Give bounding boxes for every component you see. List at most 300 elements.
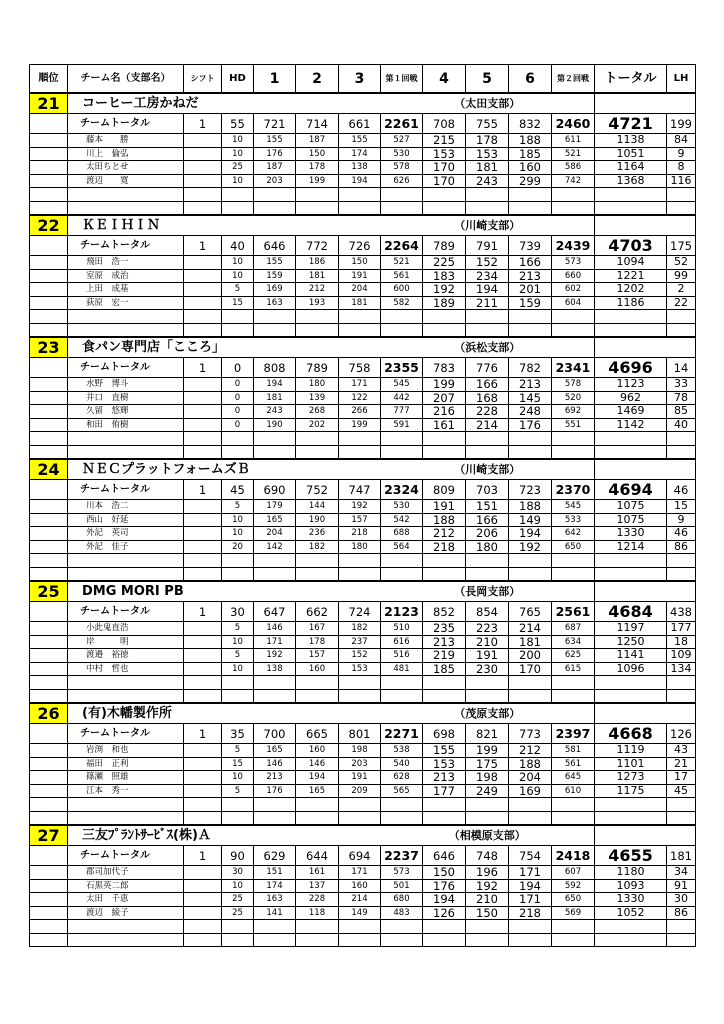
lh-value: 199 <box>667 114 696 134</box>
round-2-subtotal: 569 <box>552 906 595 920</box>
blank-cell <box>595 188 667 202</box>
round-2-subtotal: 2370 <box>552 480 595 500</box>
blank-cell <box>68 201 184 215</box>
blank-cell <box>254 432 296 446</box>
game-1-score: 138 <box>254 662 296 676</box>
blank-cell <box>30 554 68 568</box>
round-1-subtotal: 2261 <box>381 114 423 134</box>
blank-cell <box>381 310 423 324</box>
branch-name: （浜松支部） <box>381 337 595 358</box>
blank-cell <box>667 798 696 812</box>
game-5-score: 194 <box>466 283 509 297</box>
game-6-score: 171 <box>509 866 552 880</box>
blank-cell <box>552 445 595 459</box>
game-4-score: 212 <box>423 527 466 541</box>
game-6-score: 192 <box>509 540 552 554</box>
game-4-score: 185 <box>423 662 466 676</box>
game-3-score: 122 <box>339 391 381 405</box>
lh-value: 17 <box>667 771 696 785</box>
blank-cell <box>222 689 254 703</box>
shift-value <box>184 513 222 527</box>
blank-cell <box>30 432 68 446</box>
lh-value: 116 <box>667 174 696 188</box>
blank-row <box>30 445 696 459</box>
blank-cell <box>595 201 667 215</box>
blank-cell <box>381 676 423 690</box>
game-3-score: 203 <box>339 757 381 771</box>
game-1-score: 141 <box>254 906 296 920</box>
blank-cell <box>667 933 696 947</box>
game-4-score: 215 <box>423 134 466 148</box>
rank-spacer <box>30 134 68 148</box>
team-title-row <box>30 703 696 724</box>
game-5-score: 196 <box>466 866 509 880</box>
round-2-subtotal: 581 <box>552 744 595 758</box>
blank-cell <box>222 567 254 581</box>
rank-spacer <box>30 893 68 907</box>
blank-cell <box>68 310 184 324</box>
blank-cell <box>595 920 667 934</box>
game-2-score: 228 <box>296 893 339 907</box>
lh-value: 85 <box>667 405 696 419</box>
hd-value: 0 <box>222 391 254 405</box>
game-3-score: 174 <box>339 147 381 161</box>
round-1-subtotal: 777 <box>381 405 423 419</box>
rank-spacer <box>30 269 68 283</box>
blank-row <box>30 432 696 446</box>
header-round-2: 第２回戦 <box>552 65 595 94</box>
member-row <box>30 405 696 419</box>
member-row <box>30 866 696 880</box>
game-2-score: 146 <box>296 757 339 771</box>
member-total: 1202 <box>595 283 667 297</box>
blank-cell <box>68 432 184 446</box>
game-1-score: 179 <box>254 500 296 514</box>
member-row <box>30 283 696 297</box>
shift-value <box>184 906 222 920</box>
game-5-score: 180 <box>466 540 509 554</box>
header-rank: 順位 <box>30 65 68 94</box>
blank-cell <box>509 554 552 568</box>
blank-cell <box>222 201 254 215</box>
shift-value <box>184 147 222 161</box>
game-2-score: 160 <box>296 744 339 758</box>
branch-name: （川崎支部） <box>381 215 595 236</box>
round-1-subtotal: 2123 <box>381 602 423 622</box>
game-2-score: 202 <box>296 418 339 432</box>
shift-value <box>184 283 222 297</box>
game-1-score: 146 <box>254 622 296 636</box>
member-name: 上田 成基 <box>68 283 184 297</box>
blank-cell <box>509 432 552 446</box>
lh-value: 99 <box>667 269 696 283</box>
game-4-score: 698 <box>423 724 466 744</box>
shift-value <box>184 527 222 541</box>
shift-value: 1 <box>184 480 222 500</box>
member-name: 川上 倫弘 <box>68 147 184 161</box>
member-row <box>30 513 696 527</box>
blank-cell <box>667 689 696 703</box>
round-1-subtotal: 573 <box>381 866 423 880</box>
lh-value: 78 <box>667 391 696 405</box>
blank-row <box>30 798 696 812</box>
blank-cell <box>595 323 667 337</box>
hd-value: 30 <box>222 602 254 622</box>
member-name: 太田 千恵 <box>68 893 184 907</box>
standings-table <box>29 64 696 947</box>
member-name: 飛田 浩一 <box>68 256 184 270</box>
game-5-score: 198 <box>466 771 509 785</box>
game-4-score: 161 <box>423 418 466 432</box>
rank-spacer <box>30 540 68 554</box>
rank-spacer <box>30 846 68 866</box>
rank-spacer <box>30 161 68 175</box>
blank-row <box>30 920 696 934</box>
game-1-score: 213 <box>254 771 296 785</box>
empty-cell <box>595 93 696 114</box>
blank-cell <box>423 798 466 812</box>
blank-cell <box>68 920 184 934</box>
empty-cell <box>595 581 696 602</box>
blank-cell <box>339 201 381 215</box>
member-row <box>30 649 696 663</box>
blank-cell <box>339 933 381 947</box>
game-6-score: 188 <box>509 134 552 148</box>
branch-name: （相模原支部） <box>381 825 595 846</box>
shift-value <box>184 500 222 514</box>
round-2-subtotal: 742 <box>552 174 595 188</box>
game-6-score: 218 <box>509 906 552 920</box>
game-5-score: 191 <box>466 649 509 663</box>
member-name: 室原 成治 <box>68 269 184 283</box>
blank-cell <box>222 811 254 825</box>
blank-cell <box>296 689 339 703</box>
lh-value: 2 <box>667 283 696 297</box>
blank-cell <box>184 798 222 812</box>
blank-cell <box>339 188 381 202</box>
grand-total: 4721 <box>595 114 667 134</box>
hd-value: 0 <box>222 378 254 392</box>
game-2-score: 190 <box>296 513 339 527</box>
lh-value: 9 <box>667 513 696 527</box>
blank-cell <box>667 188 696 202</box>
blank-cell <box>296 188 339 202</box>
game-2-score: 160 <box>296 662 339 676</box>
lh-value: 438 <box>667 602 696 622</box>
header-total: トータル <box>595 65 667 94</box>
game-6-score: 213 <box>509 269 552 283</box>
blank-cell <box>68 445 184 459</box>
blank-cell <box>296 920 339 934</box>
member-total: 1096 <box>595 662 667 676</box>
blank-cell <box>423 567 466 581</box>
rank-spacer <box>30 744 68 758</box>
blank-row <box>30 201 696 215</box>
game-6-score: 213 <box>509 378 552 392</box>
game-3-score: 199 <box>339 418 381 432</box>
game-1-score: 171 <box>254 635 296 649</box>
blank-cell <box>68 676 184 690</box>
blank-cell <box>339 432 381 446</box>
round-1-subtotal: 516 <box>381 649 423 663</box>
blank-cell <box>222 310 254 324</box>
shift-value <box>184 757 222 771</box>
rank-spacer <box>30 602 68 622</box>
member-name: 篠瀬 照雄 <box>68 771 184 785</box>
blank-cell <box>339 323 381 337</box>
game-4-score: 191 <box>423 500 466 514</box>
game-3-score: 726 <box>339 236 381 256</box>
blank-cell <box>552 920 595 934</box>
game-2-score: 157 <box>296 649 339 663</box>
round-1-subtotal: 2355 <box>381 358 423 378</box>
round-2-subtotal: 645 <box>552 771 595 785</box>
blank-cell <box>222 554 254 568</box>
member-total: 1094 <box>595 256 667 270</box>
game-2-score: 180 <box>296 378 339 392</box>
header-team: チーム名（支部名） <box>68 65 184 94</box>
shift-value <box>184 893 222 907</box>
empty-cell <box>595 215 696 236</box>
game-2-score: 752 <box>296 480 339 500</box>
blank-cell <box>667 432 696 446</box>
game-1-score: 146 <box>254 757 296 771</box>
blank-cell <box>381 567 423 581</box>
blank-cell <box>254 798 296 812</box>
lh-value: 86 <box>667 540 696 554</box>
blank-cell <box>381 554 423 568</box>
round-2-subtotal: 607 <box>552 866 595 880</box>
empty-cell <box>595 703 696 724</box>
game-1-score: 190 <box>254 418 296 432</box>
lh-value: 18 <box>667 635 696 649</box>
member-row <box>30 784 696 798</box>
game-6-score: 171 <box>509 893 552 907</box>
blank-cell <box>509 798 552 812</box>
game-6-score: 188 <box>509 757 552 771</box>
game-2-score: 193 <box>296 296 339 310</box>
lh-value: 46 <box>667 527 696 541</box>
rank-spacer <box>30 527 68 541</box>
game-6-score: 782 <box>509 358 552 378</box>
member-total: 1469 <box>595 405 667 419</box>
game-4-score: 852 <box>423 602 466 622</box>
game-4-score: 192 <box>423 283 466 297</box>
blank-cell <box>381 201 423 215</box>
rank-spacer <box>30 649 68 663</box>
rank-spacer <box>30 784 68 798</box>
game-3-score: 171 <box>339 866 381 880</box>
game-6-score: 181 <box>509 635 552 649</box>
game-4-score: 183 <box>423 269 466 283</box>
shift-value <box>184 134 222 148</box>
blank-cell <box>466 432 509 446</box>
blank-cell <box>466 310 509 324</box>
game-1-score: 174 <box>254 879 296 893</box>
member-total: 1250 <box>595 635 667 649</box>
member-row <box>30 161 696 175</box>
game-2-score: 236 <box>296 527 339 541</box>
game-3-score: 758 <box>339 358 381 378</box>
rank-spacer <box>30 513 68 527</box>
game-6-score: 765 <box>509 602 552 622</box>
lh-value: 15 <box>667 500 696 514</box>
game-4-score: 783 <box>423 358 466 378</box>
round-1-subtotal: 688 <box>381 527 423 541</box>
hd-value: 10 <box>222 635 254 649</box>
game-3-score: 150 <box>339 256 381 270</box>
blank-cell <box>68 554 184 568</box>
member-name: 藤本 勝 <box>68 134 184 148</box>
game-3-score: 694 <box>339 846 381 866</box>
hd-value: 30 <box>222 866 254 880</box>
blank-cell <box>466 676 509 690</box>
blank-cell <box>466 445 509 459</box>
team-total-row <box>30 724 696 744</box>
member-name: 太田ちとせ <box>68 161 184 175</box>
blank-cell <box>184 689 222 703</box>
game-5-score: 178 <box>466 134 509 148</box>
game-6-score: 166 <box>509 256 552 270</box>
blank-cell <box>254 201 296 215</box>
hd-value: 10 <box>222 174 254 188</box>
game-5-score: 249 <box>466 784 509 798</box>
blank-cell <box>381 920 423 934</box>
round-1-subtotal: 626 <box>381 174 423 188</box>
member-name: 渡邉 裕徳 <box>68 649 184 663</box>
blank-cell <box>552 811 595 825</box>
blank-row <box>30 554 696 568</box>
blank-cell <box>222 920 254 934</box>
game-2-score: 186 <box>296 256 339 270</box>
game-2-score: 212 <box>296 283 339 297</box>
game-6-score: 185 <box>509 147 552 161</box>
member-name: 川本 浩二 <box>68 500 184 514</box>
hd-value: 5 <box>222 784 254 798</box>
round-1-subtotal: 582 <box>381 296 423 310</box>
member-name: 岩渕 和也 <box>68 744 184 758</box>
blank-cell <box>30 811 68 825</box>
game-1-score: 690 <box>254 480 296 500</box>
header-game-4: 4 <box>423 65 466 94</box>
blank-cell <box>30 445 68 459</box>
team-total-label: チームトータル <box>68 480 184 500</box>
game-1-score: 176 <box>254 147 296 161</box>
member-total: 1221 <box>595 269 667 283</box>
game-2-score: 165 <box>296 784 339 798</box>
blank-cell <box>381 811 423 825</box>
shift-value <box>184 418 222 432</box>
game-2-score: 150 <box>296 147 339 161</box>
blank-row <box>30 676 696 690</box>
header-game-3: 3 <box>339 65 381 94</box>
game-3-score: 192 <box>339 500 381 514</box>
shift-value: 1 <box>184 846 222 866</box>
rank-badge: 22 <box>30 215 68 236</box>
team-title-row <box>30 459 696 480</box>
rank-spacer <box>30 757 68 771</box>
team-total-row <box>30 602 696 622</box>
blank-cell <box>423 554 466 568</box>
game-5-score: 168 <box>466 391 509 405</box>
game-6-score: 248 <box>509 405 552 419</box>
game-1-score: 165 <box>254 744 296 758</box>
blank-cell <box>552 567 595 581</box>
blank-cell <box>509 323 552 337</box>
team-total-label: チームトータル <box>68 602 184 622</box>
rank-spacer <box>30 635 68 649</box>
blank-cell <box>222 188 254 202</box>
blank-cell <box>222 445 254 459</box>
rank-badge: 24 <box>30 459 68 480</box>
blank-cell <box>423 323 466 337</box>
blank-cell <box>381 188 423 202</box>
branch-name: （茂原支部） <box>381 703 595 724</box>
blank-cell <box>509 567 552 581</box>
game-3-score: 724 <box>339 602 381 622</box>
blank-cell <box>339 798 381 812</box>
shift-value <box>184 662 222 676</box>
lh-value: 22 <box>667 296 696 310</box>
lh-value: 8 <box>667 161 696 175</box>
game-4-score: 213 <box>423 771 466 785</box>
game-4-score: 219 <box>423 649 466 663</box>
blank-cell <box>68 933 184 947</box>
round-1-subtotal: 545 <box>381 378 423 392</box>
game-3-score: 661 <box>339 114 381 134</box>
blank-cell <box>296 798 339 812</box>
standings-sheet <box>29 64 695 947</box>
game-2-score: 181 <box>296 269 339 283</box>
lh-value: 43 <box>667 744 696 758</box>
game-5-score: 228 <box>466 405 509 419</box>
game-2-score: 644 <box>296 846 339 866</box>
round-1-subtotal: 538 <box>381 744 423 758</box>
member-total: 1273 <box>595 771 667 785</box>
game-1-score: 187 <box>254 161 296 175</box>
game-4-score: 216 <box>423 405 466 419</box>
game-2-score: 662 <box>296 602 339 622</box>
game-2-score: 772 <box>296 236 339 256</box>
member-name: 渡辺 寛 <box>68 174 184 188</box>
game-5-score: 223 <box>466 622 509 636</box>
blank-cell <box>30 933 68 947</box>
blank-cell <box>667 811 696 825</box>
lh-value: 126 <box>667 724 696 744</box>
blank-cell <box>381 798 423 812</box>
hd-value: 10 <box>222 771 254 785</box>
blank-cell <box>68 798 184 812</box>
game-1-score: 194 <box>254 378 296 392</box>
game-5-score: 206 <box>466 527 509 541</box>
blank-cell <box>296 933 339 947</box>
game-3-score: 191 <box>339 269 381 283</box>
game-4-score: 153 <box>423 757 466 771</box>
blank-cell <box>296 445 339 459</box>
game-4-score: 126 <box>423 906 466 920</box>
round-1-subtotal: 600 <box>381 283 423 297</box>
lh-value: 181 <box>667 846 696 866</box>
game-6-score: 170 <box>509 662 552 676</box>
game-3-score: 191 <box>339 771 381 785</box>
blank-cell <box>184 310 222 324</box>
blank-cell <box>184 554 222 568</box>
blank-cell <box>552 933 595 947</box>
game-1-score: 163 <box>254 893 296 907</box>
member-row <box>30 256 696 270</box>
branch-name: （川崎支部） <box>381 459 595 480</box>
blank-cell <box>667 310 696 324</box>
